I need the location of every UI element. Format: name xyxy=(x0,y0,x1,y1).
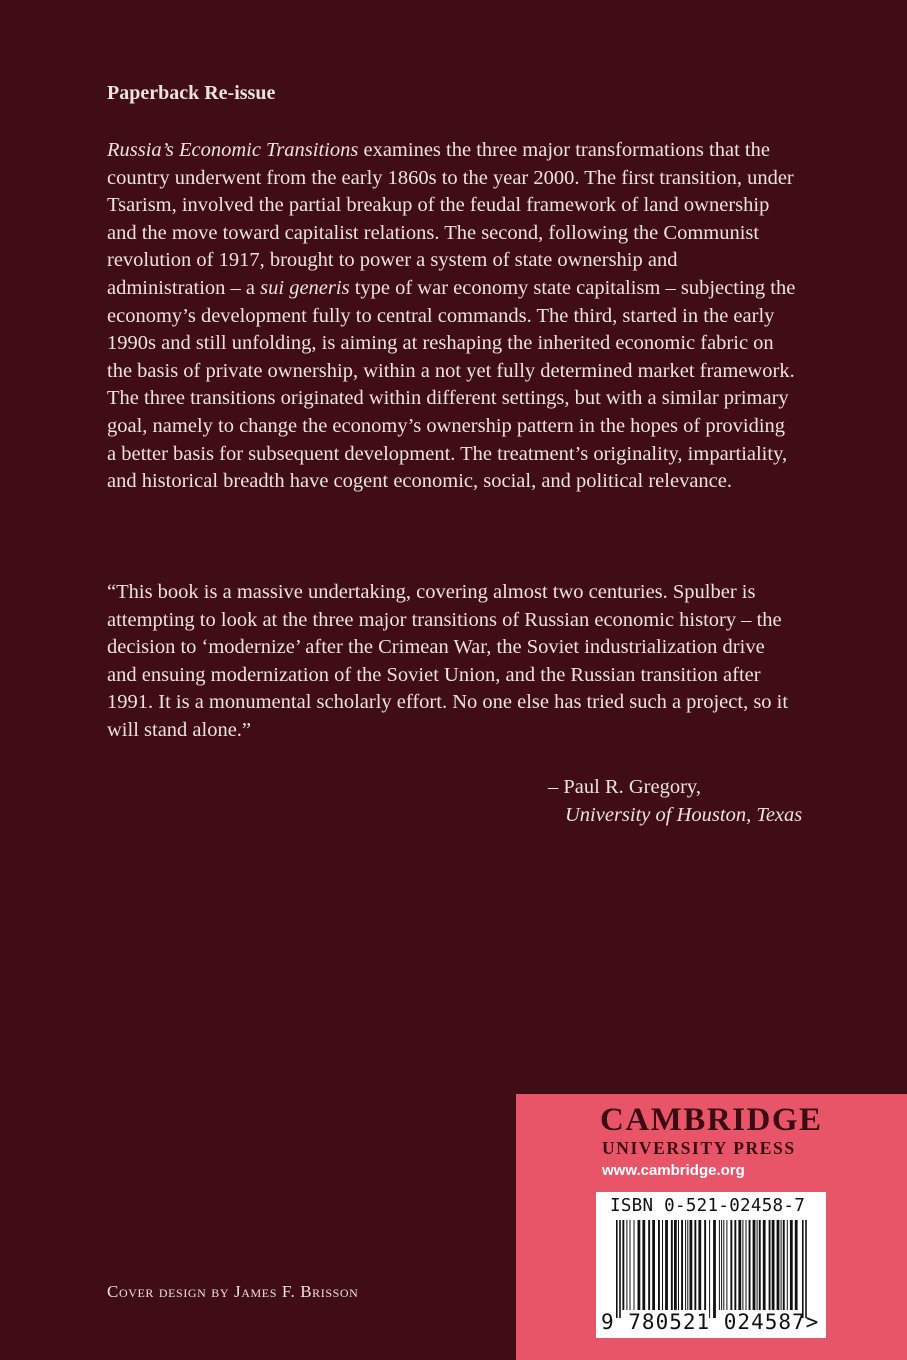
barcode-bar xyxy=(730,1220,732,1310)
section-heading: Paperback Re-issue xyxy=(107,82,276,104)
publisher-website: www.cambridge.org xyxy=(602,1162,745,1179)
barcode-bar xyxy=(678,1220,679,1310)
description-text-part-1: examines the three major transformations that the country underwent from the early 1860s to the year 2000. The first transition, under Tsarism, involved the partial breakup of the feudal framework of land ownership and the move toward capitalist relations. The second, following the Communist revolution of 1917, brought to power a system of state ownership and administration – a xyxy=(107,139,794,299)
barcode-bar xyxy=(626,1220,627,1310)
barcode-bar xyxy=(674,1220,677,1310)
barcode-bar xyxy=(777,1220,780,1310)
description-text-part-2: type of war economy state capitalism – subjecting the economy’s development fully to central commands. The third, started in the early 1990s and still unfolding, is aiming at reshaping the inherited economic fabric on the basis of private ownership, within a not yet fully determined market framework. The three transitions originated within different settings, but with a similar primary goal, namely to change the economy’s ownership pattern in the hopes of providing a better basis for subsequent development. The treatment’s originality, impartiality, and historical breadth have cogent economic, social, and political relevance. xyxy=(107,276,796,493)
barcode-bar xyxy=(749,1220,751,1310)
barcode-bar xyxy=(781,1220,782,1310)
barcode-bar xyxy=(658,1220,660,1310)
barcode-bar xyxy=(694,1220,696,1310)
barcode-arrow: > xyxy=(805,1310,819,1334)
barcode-bar xyxy=(746,1220,747,1310)
quote-affiliation: University of Houston, Texas xyxy=(565,804,803,826)
quote-author: – Paul R. Gregory, xyxy=(548,776,701,798)
barcode-bar xyxy=(638,1220,641,1310)
barcode-bar xyxy=(805,1220,807,1318)
barcode-bar xyxy=(742,1220,743,1310)
barcode-bar xyxy=(719,1220,720,1310)
barcode-bar xyxy=(642,1220,645,1310)
barcode-bar xyxy=(634,1220,635,1310)
publisher-panel xyxy=(516,1094,907,1360)
barcode-bar xyxy=(713,1220,716,1318)
barcode-bar xyxy=(681,1220,683,1310)
publisher-name: CAMBRIDGE xyxy=(600,1102,823,1138)
barcode-bar xyxy=(652,1220,655,1310)
barcode-bar xyxy=(687,1220,688,1310)
barcode-bar xyxy=(759,1220,761,1310)
barcode-bar xyxy=(619,1220,621,1318)
barcode-bar xyxy=(704,1220,706,1310)
barcode-bar xyxy=(685,1220,686,1310)
isbn-label: ISBN 0-521-02458-7 xyxy=(610,1196,806,1216)
barcode-bar xyxy=(671,1220,673,1310)
barcode-bar xyxy=(783,1220,785,1310)
barcode-bar xyxy=(769,1220,771,1310)
barcode-bar xyxy=(723,1220,724,1310)
barcode-digits: 9 780521 024587 xyxy=(601,1310,806,1334)
barcode-bar xyxy=(709,1220,710,1318)
barcode-bar xyxy=(622,1220,624,1310)
barcode-bar xyxy=(726,1220,727,1310)
barcode-box xyxy=(596,1192,826,1338)
barcode-bar xyxy=(616,1220,618,1318)
quote-attribution xyxy=(548,773,802,829)
barcode-bar xyxy=(690,1220,693,1310)
barcode-bar xyxy=(648,1220,650,1310)
barcode-bar xyxy=(757,1220,758,1310)
barcode-bar xyxy=(738,1220,741,1310)
barcode-bar xyxy=(753,1220,756,1310)
italic-term: sui generis xyxy=(260,276,350,299)
barcode-bar xyxy=(763,1220,766,1310)
barcode-bar xyxy=(662,1220,663,1310)
review-quote: “This book is a massive undertaking, covering almost two centuries. Spulber is attempting to look at the three major transitions of Russian economic history – the decision to ‘modernize’ after the Crimean War, the Soviet industrialization drive and ensuing modernization of the Soviet Union, and the Russian transition after 1991. It is a monumental scholarly effort. No one else has tried such a project, so it will stand alone.” xyxy=(107,581,789,741)
book-title: Russia’s Economic Transitions xyxy=(107,139,359,161)
book-description xyxy=(107,137,797,496)
publisher-press: UNIVERSITY PRESS xyxy=(602,1138,796,1158)
barcode-bar xyxy=(795,1220,798,1310)
barcode-bar xyxy=(787,1220,788,1310)
barcode-bar xyxy=(630,1220,631,1310)
barcode-bar xyxy=(790,1220,793,1310)
barcode-bar xyxy=(698,1220,701,1310)
cover-design-credit: Cover design by James F. Brisson xyxy=(107,1282,359,1301)
barcode-bar xyxy=(802,1220,804,1318)
barcode-bar xyxy=(734,1220,736,1310)
barcode-digits-row xyxy=(601,1310,818,1334)
barcode-bar xyxy=(772,1220,775,1310)
barcode-bar xyxy=(721,1220,722,1310)
barcode-bar xyxy=(665,1220,668,1310)
